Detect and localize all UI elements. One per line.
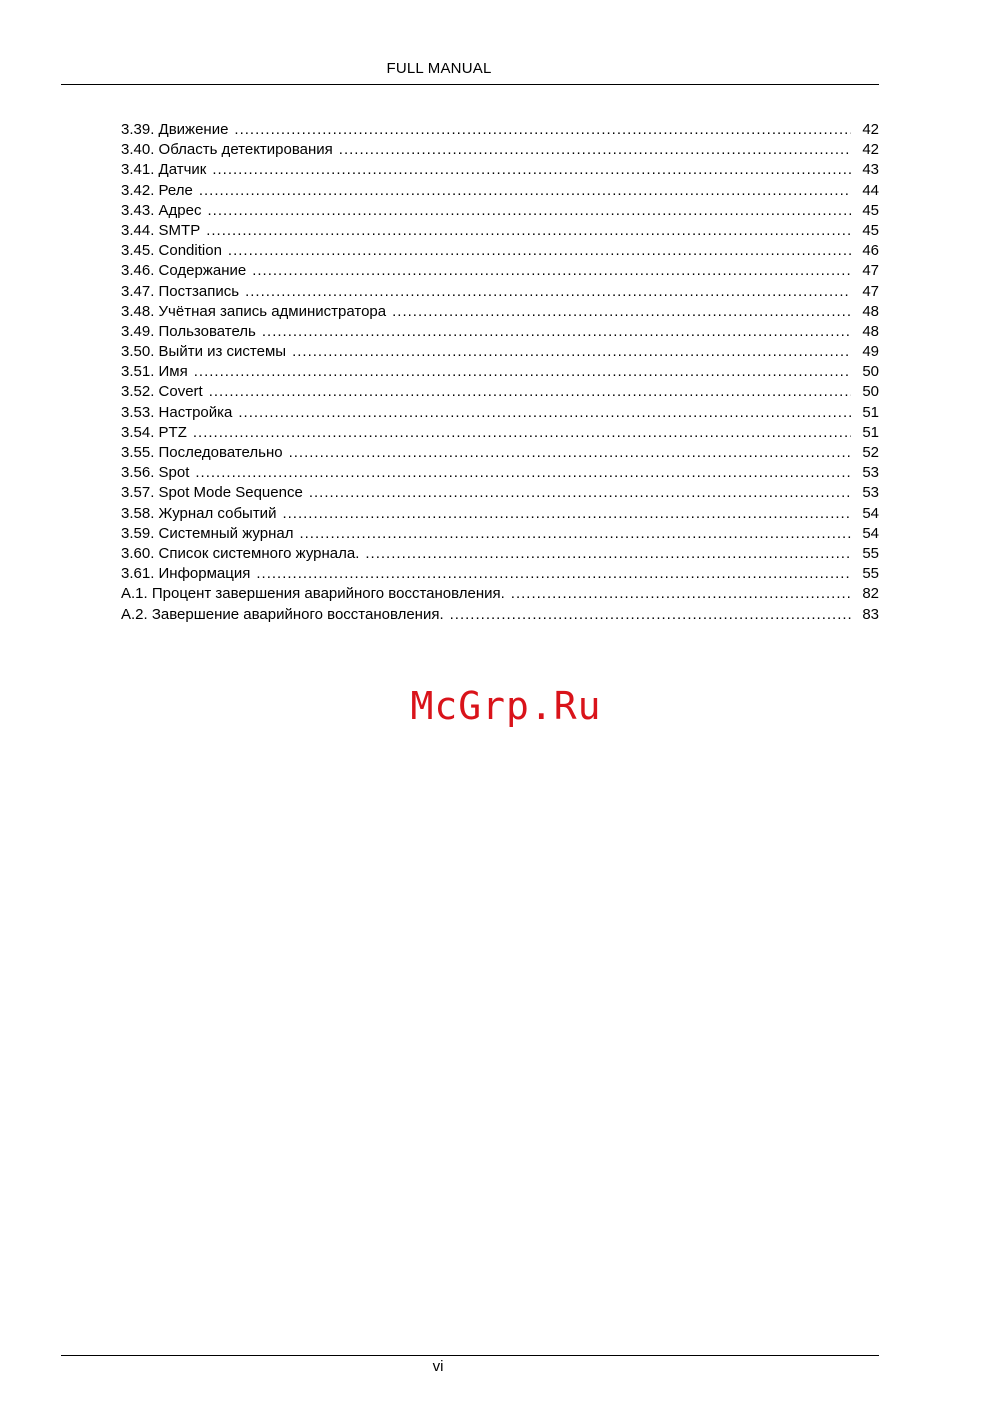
toc-entry-page: 50 <box>862 363 879 381</box>
toc-entry-label: 3.46. Содержание <box>121 262 247 280</box>
toc-dot-leader <box>207 201 851 221</box>
toc-entry-page: 82 <box>862 585 879 603</box>
toc-entry-label: 3.42. Реле <box>121 181 193 199</box>
toc-entry-page: 83 <box>862 605 879 623</box>
toc-dot-leader <box>212 160 851 180</box>
toc-entry-label: 3.55. Последовательно <box>121 444 283 461</box>
toc-entry-label: 3.59. Системный журнал <box>121 524 294 542</box>
toc-entry-page: 55 <box>862 544 879 562</box>
toc-dot-leader <box>194 362 851 382</box>
toc-entry[interactable] <box>121 483 879 503</box>
toc-entry[interactable] <box>121 241 879 261</box>
toc-entry-label: 3.51. Имя <box>121 363 188 381</box>
toc-entry[interactable] <box>121 584 879 604</box>
toc-dot-leader <box>199 181 851 201</box>
toc-entry-page: 45 <box>862 221 879 239</box>
toc-entry-page: 47 <box>862 282 879 300</box>
toc-dot-leader <box>234 120 851 140</box>
toc-dot-leader <box>209 382 851 402</box>
toc-entry-page: 51 <box>862 423 879 441</box>
toc-entry[interactable] <box>121 282 879 302</box>
toc-entry[interactable] <box>121 504 879 524</box>
toc-dot-leader <box>245 282 851 302</box>
toc-entry-label: 3.39. Движение <box>121 121 229 138</box>
toc-dot-leader <box>195 463 851 483</box>
toc-entry[interactable] <box>121 403 879 423</box>
toc-entry-page: 43 <box>862 161 879 179</box>
toc-entry[interactable] <box>121 221 879 241</box>
toc-dot-leader <box>339 140 851 160</box>
toc-entry-page: 42 <box>862 141 879 159</box>
toc-dot-leader <box>289 443 851 463</box>
toc-dot-leader <box>193 423 851 443</box>
toc-entry-label: 3.53. Настройка <box>121 403 233 421</box>
toc-dot-leader <box>450 605 851 625</box>
toc-entry-page: 55 <box>862 565 879 583</box>
toc-entry-label: 3.57. Spot Mode Sequence <box>121 484 303 502</box>
toc-entry-label: 3.54. PTZ <box>121 423 187 441</box>
toc-entry-label: 3.45. Condition <box>121 242 222 260</box>
toc-entry[interactable] <box>121 342 879 362</box>
toc-entry-page: 53 <box>862 484 879 502</box>
toc-entry[interactable] <box>121 302 879 322</box>
toc-entry-page: 47 <box>862 262 879 280</box>
toc-entry[interactable] <box>121 261 879 281</box>
running-header-title: FULL MANUAL <box>386 60 492 77</box>
toc-entry-label: 3.60. Список системного журнала. <box>121 544 360 562</box>
toc-entry-page: 52 <box>862 444 879 461</box>
toc-entry[interactable] <box>121 160 879 180</box>
toc-dot-leader <box>262 322 851 342</box>
toc-dot-leader <box>392 302 851 322</box>
toc-entry-page: 48 <box>862 322 879 340</box>
toc-dot-leader <box>206 221 851 241</box>
toc-entry[interactable] <box>121 201 879 221</box>
toc-entry[interactable] <box>121 181 879 201</box>
toc-entry-label: 3.47. Постзапись <box>121 282 240 300</box>
toc-dot-leader <box>256 564 851 584</box>
toc-entry[interactable] <box>121 605 879 625</box>
toc-entry[interactable] <box>121 423 879 443</box>
toc-entry-page: 44 <box>862 181 879 199</box>
toc-entry-page: 48 <box>862 302 879 320</box>
toc-dot-leader <box>309 483 851 503</box>
toc-entry-page: 46 <box>862 242 879 260</box>
toc-entry-label: 3.49. Пользователь <box>121 322 256 340</box>
toc-entry-label: 3.58. Журнал событий <box>121 504 277 522</box>
toc-entry-label: 3.56. Spot <box>121 464 190 482</box>
toc-dot-leader <box>365 544 851 564</box>
toc-entry-label: 3.52. Covert <box>121 383 203 401</box>
toc-entry[interactable] <box>121 382 879 402</box>
toc-dot-leader <box>228 241 851 261</box>
toc-entry[interactable] <box>121 443 879 463</box>
toc-entry-label: 3.61. Информация <box>121 565 251 583</box>
toc-entry-label: 3.48. Учётная запись администратора <box>121 302 387 320</box>
toc-entry[interactable] <box>121 140 879 160</box>
toc-entry-label: 3.40. Область детектирования <box>121 141 333 159</box>
toc-entry-label: А.1. Процент завершения аварийного восстановления. <box>121 585 505 603</box>
toc-entry[interactable] <box>121 463 879 483</box>
toc-dot-leader <box>292 342 851 362</box>
toc-entry-label: А.2. Завершение аварийного восстановления. <box>121 605 444 623</box>
toc-entry[interactable] <box>121 362 879 382</box>
toc-dot-leader <box>238 403 851 423</box>
toc-entry-page: 54 <box>862 504 879 522</box>
toc-entry-page: 45 <box>862 201 879 219</box>
toc-entry-page: 54 <box>862 524 879 542</box>
toc-dot-leader <box>511 584 851 604</box>
header-rule <box>61 84 879 85</box>
toc-entry-page: 49 <box>862 343 879 361</box>
toc-dot-leader <box>299 524 851 544</box>
table-of-contents <box>121 120 879 625</box>
toc-entry-label: 3.50. Выйти из системы <box>121 343 287 361</box>
footer-rule <box>61 1355 879 1356</box>
watermark-logo-text: McGrp.Ru <box>410 684 602 728</box>
toc-entry-page: 42 <box>862 121 879 138</box>
toc-entry[interactable] <box>121 524 879 544</box>
toc-entry-page: 51 <box>862 403 879 421</box>
toc-entry[interactable] <box>121 120 879 140</box>
toc-entry-label: 3.44. SMTP <box>121 221 201 239</box>
toc-entry-label: 3.43. Адрес <box>121 201 202 219</box>
toc-dot-leader <box>252 261 851 281</box>
toc-entry[interactable] <box>121 564 879 584</box>
toc-dot-leader <box>282 504 851 524</box>
toc-entry[interactable] <box>121 322 879 342</box>
toc-entry-page: 50 <box>862 383 879 401</box>
toc-entry[interactable] <box>121 544 879 564</box>
toc-entry-page: 53 <box>862 464 879 482</box>
toc-entry-label: 3.41. Датчик <box>121 161 207 179</box>
footer-page-number: vi <box>432 1358 444 1375</box>
